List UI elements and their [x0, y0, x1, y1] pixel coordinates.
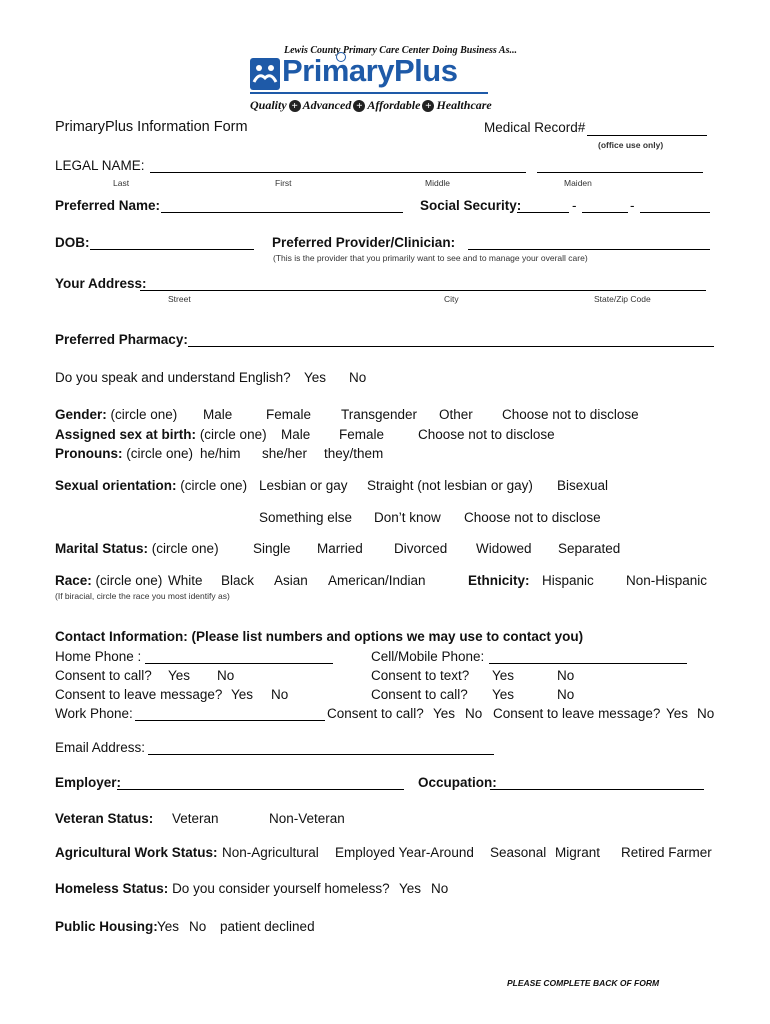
logo-divider [250, 92, 488, 94]
homeless-yes[interactable]: Yes [399, 881, 422, 896]
circle-one-note: (circle one) [151, 541, 219, 556]
cell-consent-text-no[interactable]: No [557, 668, 575, 683]
gender-not-disclose[interactable]: Choose not to disclose [502, 407, 639, 422]
circle-one-note: (circle one) [180, 478, 248, 493]
orientation-dont-know[interactable]: Don’t know [374, 510, 441, 525]
home-consent-call-label: Consent to call? [55, 668, 152, 683]
race-asian[interactable]: Asian [274, 573, 308, 588]
race-black[interactable]: Black [221, 573, 255, 588]
circle-one-note: (circle one) [126, 446, 194, 461]
address-label: Your Address: [55, 276, 147, 291]
pharmacy-field[interactable] [188, 346, 714, 347]
sex-label: Assigned sex at birth: [55, 427, 197, 442]
work-consent-call-no[interactable]: No [465, 706, 483, 721]
marital-married[interactable]: Married [317, 541, 363, 556]
work-consent-call-label: Consent to call? [327, 706, 424, 721]
work-phone-label: Work Phone: [55, 706, 133, 721]
ssn-dash: - [630, 198, 635, 213]
name-middle-label: Middle [425, 178, 451, 188]
orientation-lesbian-gay[interactable]: Lesbian or gay [259, 478, 348, 493]
email-field[interactable] [148, 754, 494, 755]
preferred-name-label: Preferred Name: [55, 198, 161, 213]
name-last-label: Last [113, 178, 130, 188]
ag-retired-farmer[interactable]: Retired Farmer [621, 845, 712, 860]
race-note: (If biracial, circle the race you most identify as) [55, 591, 230, 601]
logo-people-icon [250, 58, 280, 90]
work-consent-call-yes[interactable]: Yes [433, 706, 456, 721]
home-consent-msg-yes[interactable]: Yes [231, 687, 254, 702]
cell-consent-call-yes[interactable]: Yes [492, 687, 515, 702]
race-american-indian[interactable]: American/Indian [328, 573, 426, 588]
marital-label: Marital Status: [55, 541, 149, 556]
veteran-yes[interactable]: Veteran [172, 811, 219, 826]
race-label: Race: [55, 573, 92, 588]
legal-name-field[interactable] [150, 172, 526, 173]
address-field[interactable] [140, 290, 706, 291]
tagline-affordable: Affordable [367, 98, 421, 112]
gender-other[interactable]: Other [439, 407, 473, 422]
office-use-note: (office use only) [598, 140, 664, 150]
name-maiden-label: Maiden [564, 178, 592, 188]
gender-male[interactable]: Male [203, 407, 233, 422]
ag-employed-year-around[interactable]: Employed Year-Around [335, 845, 474, 860]
logo-plus-icon [336, 52, 346, 62]
race-white[interactable]: White [168, 573, 203, 588]
occupation-label: Occupation: [418, 775, 497, 790]
cell-consent-call-label: Consent to call? [371, 687, 468, 702]
ethnicity-non-hispanic[interactable]: Non-Hispanic [626, 573, 708, 588]
logo-brand: PrimaryPlus [282, 53, 458, 88]
ag-non-agricultural[interactable]: Non-Agricultural [222, 845, 319, 860]
housing-label: Public Housing: [55, 919, 158, 934]
home-consent-call-no[interactable]: No [217, 668, 235, 683]
work-phone-field[interactable] [135, 720, 325, 721]
ethnicity-hispanic[interactable]: Hispanic [542, 573, 594, 588]
address-city-label: City [444, 294, 459, 304]
home-consent-msg-label: Consent to leave message? [55, 687, 223, 702]
homeless-label: Homeless Status: [55, 881, 169, 896]
english-yes[interactable]: Yes [304, 370, 327, 385]
legal-name-label: LEGAL NAME: [55, 158, 145, 173]
orientation-straight[interactable]: Straight (not lesbian or gay) [367, 478, 533, 493]
sex-not-disclose[interactable]: Choose not to disclose [418, 427, 555, 442]
pronoun-she[interactable]: she/her [262, 446, 308, 461]
home-phone-field[interactable] [145, 663, 333, 664]
orientation-label: Sexual orientation: [55, 478, 177, 493]
dob-field[interactable] [90, 249, 254, 250]
cell-consent-text-yes[interactable]: Yes [492, 668, 515, 683]
home-consent-call-yes[interactable]: Yes [168, 668, 191, 683]
home-consent-msg-no[interactable]: No [271, 687, 289, 702]
logo-tagline [250, 98, 492, 113]
orientation-something-else[interactable]: Something else [259, 510, 353, 525]
circle-one-note: (circle one) [199, 427, 267, 442]
tagline-healthcare: Healthcare [436, 98, 492, 112]
dob-label: DOB: [55, 235, 90, 250]
occupation-field[interactable] [490, 789, 704, 790]
employer-label: Employer: [55, 775, 122, 790]
pronoun-they[interactable]: they/them [324, 446, 384, 461]
cell-phone-label: Cell/Mobile Phone: [371, 649, 485, 664]
cell-consent-text-label: Consent to text? [371, 668, 470, 683]
housing-declined[interactable]: patient declined [220, 919, 315, 934]
tagline-advanced: Advanced [302, 98, 352, 112]
agricultural-label: Agricultural Work Status: [55, 845, 218, 860]
medical-record-label: Medical Record# [484, 120, 586, 135]
english-no[interactable]: No [349, 370, 367, 385]
pronoun-he[interactable]: he/him [200, 446, 241, 461]
sex-male[interactable]: Male [281, 427, 311, 442]
form-title: PrimaryPlus Information Form [55, 119, 248, 135]
pronouns-label: Pronouns: [55, 446, 123, 461]
marital-separated[interactable]: Separated [558, 541, 621, 556]
homeless-no[interactable]: No [431, 881, 449, 896]
housing-no[interactable]: No [189, 919, 207, 934]
gender-label: Gender: [55, 407, 107, 422]
preferred-name-field[interactable] [161, 212, 403, 213]
cell-phone-field[interactable] [489, 663, 687, 664]
cell-consent-call-no[interactable]: No [557, 687, 575, 702]
pharmacy-label: Preferred Pharmacy: [55, 332, 188, 347]
marital-widowed[interactable]: Widowed [476, 541, 532, 556]
circle-one-note: (circle one) [110, 407, 178, 422]
maiden-name-field[interactable] [537, 172, 703, 173]
marital-divorced[interactable]: Divorced [394, 541, 448, 556]
medical-record-field[interactable] [587, 135, 707, 136]
gender-transgender[interactable]: Transgender [341, 407, 418, 422]
housing-yes[interactable]: Yes [157, 919, 180, 934]
plus-icon: + [289, 100, 301, 112]
ssn-label: Social Security: [420, 198, 522, 213]
veteran-no[interactable]: Non-Veteran [269, 811, 345, 826]
name-first-label: First [275, 178, 292, 188]
work-consent-msg-yes[interactable]: Yes [666, 706, 689, 721]
ssn-field-3[interactable] [640, 212, 710, 213]
gender-female[interactable]: Female [266, 407, 312, 422]
provider-note: (This is the provider that you primarily want to see and to manage your overall care) [273, 253, 588, 263]
ag-migrant[interactable]: Migrant [555, 845, 601, 860]
english-question: Do you speak and understand English? [55, 370, 291, 385]
provider-label: Preferred Provider/Clinician: [272, 235, 456, 250]
plus-icon: + [353, 100, 365, 112]
email-label: Email Address: [55, 740, 146, 755]
veteran-label: Veteran Status: [55, 811, 154, 826]
orientation-not-disclose[interactable]: Choose not to disclose [464, 510, 601, 525]
tagline-quality: Quality [250, 98, 287, 112]
circle-one-note: (circle one) [95, 573, 163, 588]
ethnicity-label: Ethnicity: [468, 573, 530, 588]
work-consent-msg-label: Consent to leave message? [493, 706, 661, 721]
ssn-dash: - [572, 198, 577, 213]
plus-icon: + [422, 100, 434, 112]
footer-note: PLEASE COMPLETE BACK OF FORM [507, 978, 660, 988]
address-state-zip-label: State/Zip Code [594, 294, 651, 304]
home-phone-label: Home Phone : [55, 649, 142, 664]
employer-field[interactable] [117, 789, 404, 790]
homeless-question: Do you consider yourself homeless? [172, 881, 390, 896]
work-consent-msg-no[interactable]: No [697, 706, 715, 721]
ag-seasonal[interactable]: Seasonal [490, 845, 547, 860]
logo-header-line: Lewis County Primary Care Center Doing Business As... [284, 45, 517, 56]
address-street-label: Street [168, 294, 191, 304]
marital-single[interactable]: Single [253, 541, 291, 556]
ssn-field-1[interactable] [517, 212, 569, 213]
provider-field[interactable] [468, 249, 710, 250]
orientation-bisexual[interactable]: Bisexual [557, 478, 609, 493]
ssn-field-2[interactable] [582, 212, 628, 213]
contact-header: Contact Information: (Please list numbers and options we may use to contact you) [55, 629, 584, 644]
sex-female[interactable]: Female [339, 427, 385, 442]
